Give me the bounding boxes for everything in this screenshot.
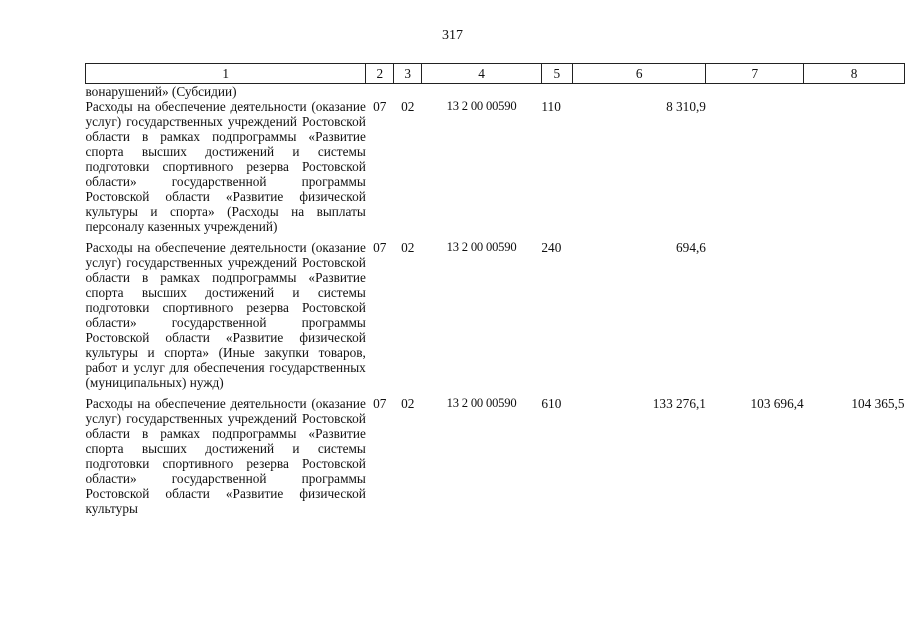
row-rz: 07	[373, 240, 387, 255]
page-number: 317	[442, 28, 463, 43]
row-amount-8	[804, 99, 905, 240]
row-pr: 02	[401, 99, 415, 114]
row-description: Расходы на обеспечение деятельности (оказание услуг) государственных учреждений Ростовской области в рамках подпрограммы «Развитие спорта высших достижений и системы подготовки спортивного резерва Ростовской области» государственной программы Ростовской области «Развитие физической культуры и спорта» (Иные закупки товаров, работ и услуг для обеспечения государственных (муниципальных) нужд)	[85, 240, 366, 390]
column-header-1: 1	[86, 64, 366, 84]
row-amount-6: 133 276,1	[652, 396, 706, 411]
row-amount-8	[804, 240, 905, 396]
column-header-8: 8	[804, 64, 905, 84]
row-vr: 110	[541, 99, 561, 114]
row-description: Расходы на обеспечение деятельности (оказание услуг) государственных учреждений Ростовской области в рамках подпрограммы «Развитие спорта высших достижений и системы подготовки спортивного резерва Ростовской области» государственной программы Ростовской области «Развитие физической культуры и спорта» (Расходы на выплаты персоналу казенных учреждений)	[85, 99, 366, 234]
row-csr: 13 2 00 00590	[446, 396, 517, 410]
row-csr: 13 2 00 00590	[446, 240, 517, 254]
row-amount-7	[706, 99, 804, 240]
row-pr: 02	[401, 396, 415, 411]
row-csr: 13 2 00 00590	[446, 99, 517, 113]
continuation-text: вонарушений» (Субсидии)	[85, 84, 237, 99]
column-header-6: 6	[572, 64, 706, 84]
table-row	[86, 396, 905, 516]
row-description: Расходы на обеспечение деятельности (оказание услуг) государственных учреждений Ростовской области в рамках подпрограммы «Развитие спорта высших достижений и системы подготовки спортивного резерва Ростовской области» государственной программы Ростовской области «Развитие физической культуры	[85, 396, 366, 516]
row-amount-6: 694,6	[676, 240, 706, 255]
column-header-4: 4	[422, 64, 542, 84]
column-header-5: 5	[541, 64, 572, 84]
row-amount-7	[706, 240, 804, 396]
table-row	[86, 99, 905, 240]
row-rz: 07	[373, 99, 387, 114]
row-amount-8: 104 365,5	[851, 396, 905, 411]
row-vr: 610	[541, 396, 562, 411]
row-amount-6: 8 310,9	[666, 99, 706, 114]
row-vr: 240	[541, 240, 562, 255]
column-header-7: 7	[706, 64, 804, 84]
table-row	[86, 240, 905, 396]
continuation-row	[86, 84, 905, 100]
row-pr: 02	[401, 240, 415, 255]
column-header-2: 2	[366, 64, 394, 84]
row-rz: 07	[373, 396, 387, 411]
column-header-3: 3	[394, 64, 422, 84]
budget-table	[85, 63, 905, 516]
row-amount-7: 103 696,4	[750, 396, 804, 411]
table-header-row	[86, 64, 905, 84]
